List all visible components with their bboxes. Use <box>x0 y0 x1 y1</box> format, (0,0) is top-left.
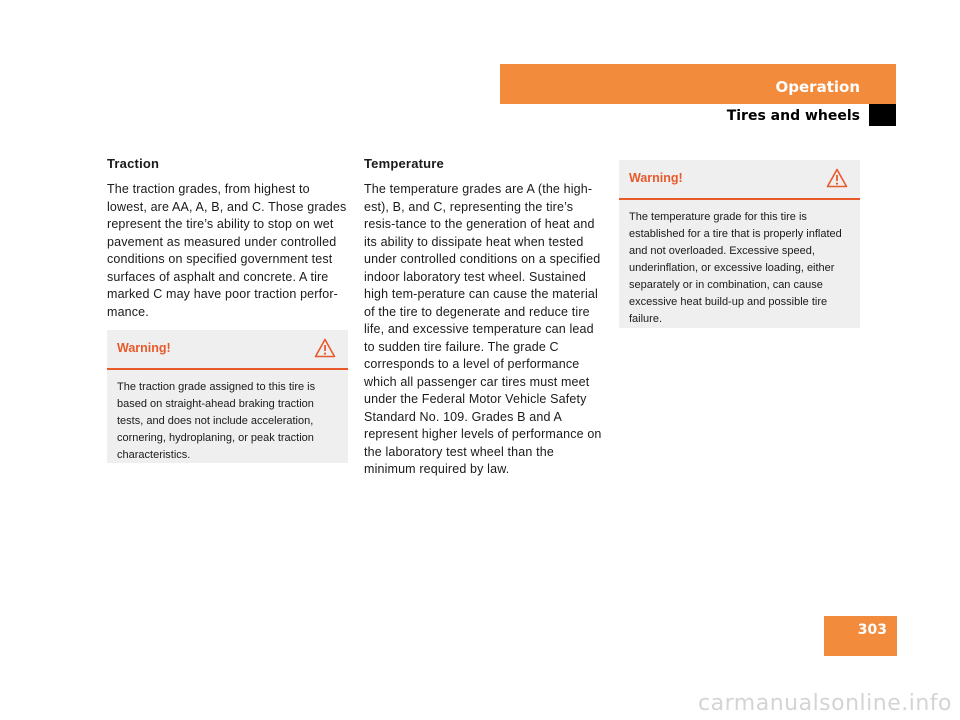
page-number-box <box>824 616 897 656</box>
warning-title: Warning! <box>629 171 683 185</box>
warning-triangle-icon <box>826 168 848 188</box>
header-marker-block <box>869 104 896 126</box>
temperature-section <box>364 156 608 479</box>
watermark: carmanualsonline.info <box>698 691 952 716</box>
traction-paragraph: The traction grades, from highest to lowest, are AA, A, B, and C. Those grades represent the tire’s ability to stop on wet pavement as measured under controlled conditions on specified government test surfaces of asphalt and concrete. A tire marked C may have poor traction perfor-mance. <box>107 182 347 319</box>
warning-triangle-icon <box>314 338 336 358</box>
temperature-warning-box <box>619 160 860 328</box>
temperature-paragraph: The temperature grades are A (the high-est), B, and C, representing the tire’s resis-tance to the generation of heat and its ability to dissipate heat when tested under controlled conditions on a specified indoor laboratory test wheel. Sustained high tem-perature can cause the material of the tire to degenerate and reduce tire life, and excessive temperature can lead to sudden tire failure. The grade C corresponds to a level of performance which all passenger car tires must meet under the Federal Motor Vehicle Safety Standard No. 109. Grades B and A represent higher levels of performance on the laboratory test wheel than the minimum required by law. <box>364 182 602 476</box>
warning-text: The temperature grade for this tire is established for a tire that is properly inflated and not overloaded. Excessive speed, underinflation, or excessive loading, either separately or in combination, can cause excessive heat build-up and possible tire failure. <box>629 211 842 325</box>
warning-text: The traction grade assigned to this tire is based on straight-ahead braking traction tests, and does not include acceleration, cornering, hydroplaning, or peak traction characteristics. <box>117 381 316 461</box>
traction-heading: Traction <box>107 156 160 171</box>
warning-header <box>619 160 860 200</box>
warning-title: Warning! <box>117 341 171 355</box>
temperature-heading: Temperature <box>364 156 444 171</box>
chapter-title: Tires and wheels <box>726 108 860 124</box>
warning-header <box>107 330 348 370</box>
section-title: Operation <box>775 78 860 96</box>
page-number: 303 <box>857 622 887 638</box>
traction-section <box>107 156 349 321</box>
traction-warning-box <box>107 330 348 463</box>
